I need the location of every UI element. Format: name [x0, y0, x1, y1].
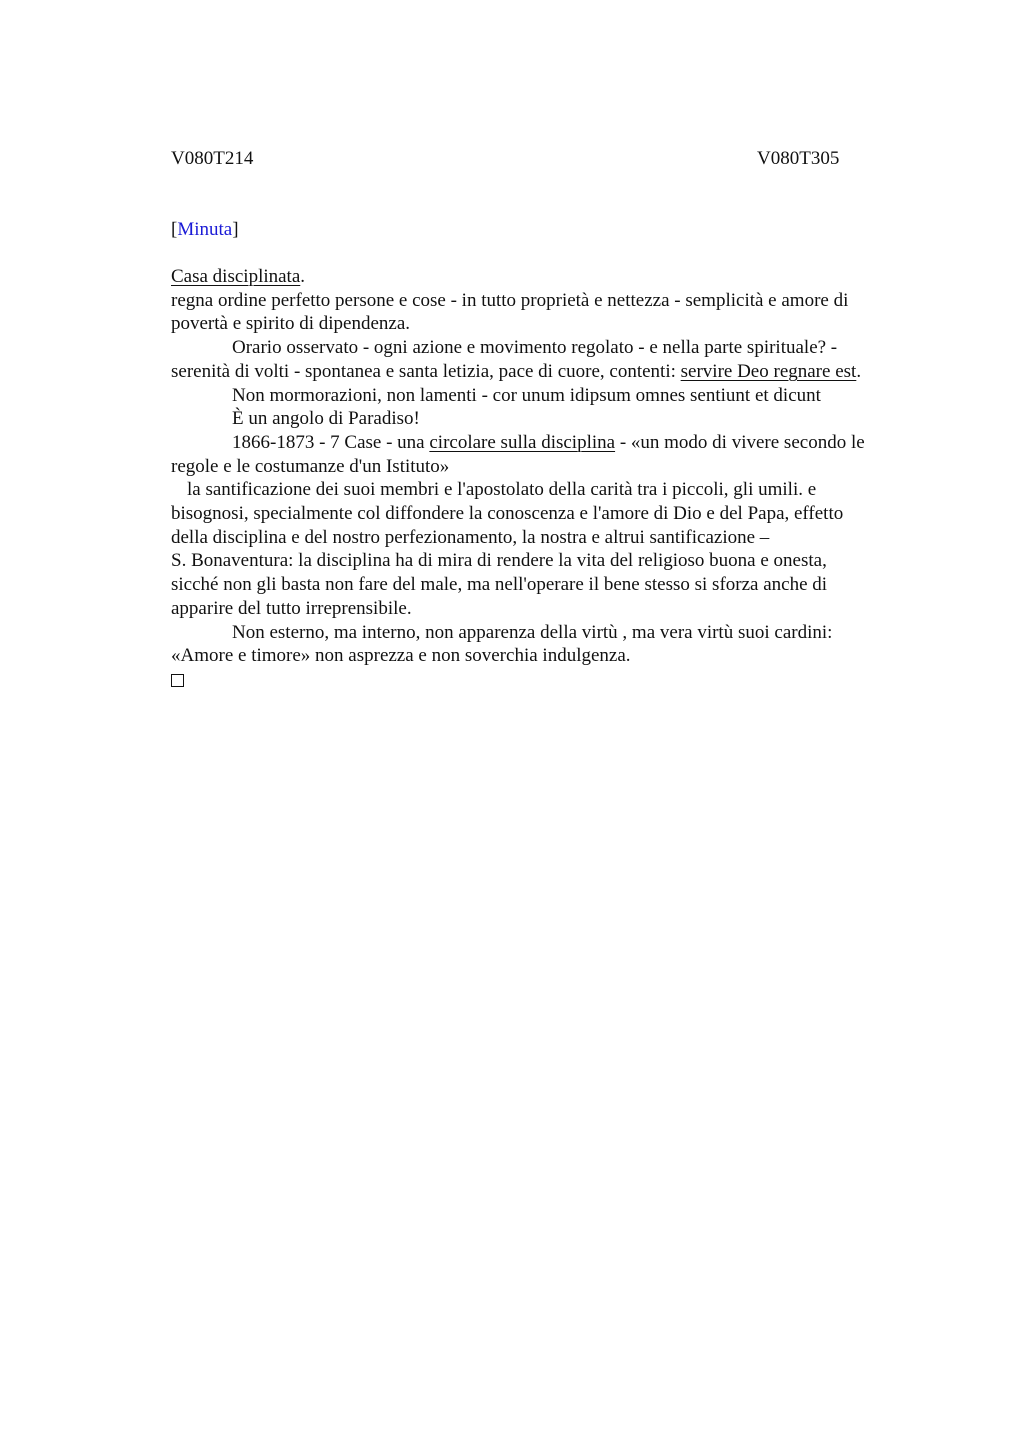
text-line-1: regna ordine perfetto persone e cose - in tutto proprietà e nettezza - semplicità e amore di [171, 289, 849, 311]
minuta-bracket-close: ] [232, 219, 239, 240]
text-line-6: È un angolo di Paradiso! [232, 408, 420, 430]
minuta-label [171, 217, 239, 243]
section-title [171, 265, 931, 289]
text-line-12: S. Bonaventura: la disciplina ha di mira di rendere la vita del religioso buona e onesta, [171, 550, 827, 572]
document-code-right: V080T305 [757, 148, 840, 169]
text-line-10: bisognosi, specialmente col diffondere la conoscenza e l'amore di Dio e del Papa, effetto [171, 503, 844, 525]
text-line-4 [171, 360, 931, 384]
minuta-link[interactable]: Minuta [177, 219, 233, 240]
text-line-7 [171, 431, 931, 455]
text-line-14: apparire del tutto irreprensibile. [171, 597, 412, 619]
text-line-7-pre: 1866-1873 - 7 Case - una [232, 431, 430, 453]
text-line-9: la santificazione dei suoi membri e l'apostolato della carità tra i piccoli, gli umili. e [187, 479, 817, 501]
minuta-bracket-open: [ [171, 219, 178, 240]
text-line-2: povertà e spirito di dipendenza. [171, 313, 411, 335]
text-line-11: della disciplina e del nostro perfezionamento, la nostra e altrui santificazione – [171, 526, 770, 548]
text-line-4-post: . [856, 360, 862, 382]
document-code-left: V080T214 [171, 148, 254, 169]
header-codes [171, 146, 931, 172]
text-line-5: Non mormorazioni, non lamenti - cor unum idipsum omnes sentiunt et dicunt [232, 384, 821, 406]
section-title-suffix: . [300, 266, 306, 287]
text-line-4-underlined: servire Deo regnare est [680, 360, 857, 382]
text-line-16: «Amore e timore» non asprezza e non soverchia indulgenza. [171, 645, 631, 667]
text-line-15: Non esterno, ma interno, non apparenza della virtù , ma vera virtù suoi cardini: [232, 621, 833, 643]
document-body [171, 265, 931, 694]
text-line-8: regole e le costumanze d'un Istituto» [171, 455, 450, 477]
square-end-icon [171, 674, 184, 687]
text-line-13: sicché non gli basta non fare del male, ma nell'operare il bene stesso si sforza anche di [171, 574, 828, 596]
end-marker [171, 668, 931, 694]
section-title-text: Casa disciplinata [171, 266, 301, 287]
text-line-7-underlined: circolare sulla disciplina [429, 431, 616, 453]
text-line-3: Orario osservato - ogni azione e movimento regolato - e nella parte spirituale? - [232, 337, 838, 359]
text-line-4-pre: serenità di volti - spontanea e santa letizia, pace di cuore, contenti: [171, 360, 681, 382]
text-line-7-post: - «un modo di vivere secondo le [615, 431, 865, 453]
